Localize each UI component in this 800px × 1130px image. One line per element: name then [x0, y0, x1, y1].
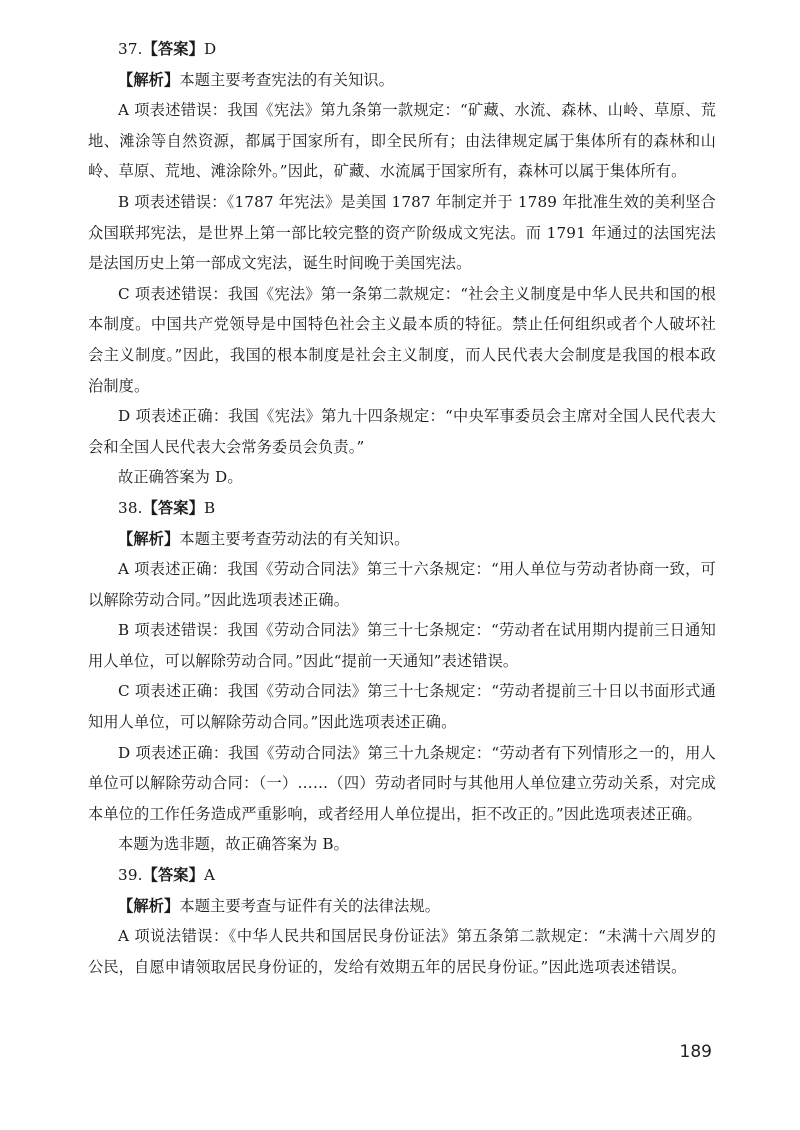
analysis-intro-text: 本题主要考查宪法的有关知识。 — [179, 70, 395, 89]
paragraph: C 项表述正确：我国《劳动合同法》第三十七条规定：“劳动者提前三十日以书面形式通知用人单位，可以解除劳动合同。”因此选项表述正确。 — [88, 682, 716, 732]
question-number: 39. — [118, 866, 143, 885]
paragraph: A 项表述正确：我国《劳动合同法》第三十六条规定：“用人单位与劳动者协商一致，可以解除劳动合同。”因此选项表述正确。 — [88, 560, 716, 609]
analysis-intro-38 — [88, 524, 716, 555]
page-number: 189 — [679, 1042, 712, 1062]
page-content — [88, 34, 716, 982]
analysis-intro-text: 本题主要考查劳动法的有关知识。 — [179, 529, 410, 548]
analysis-label: 【解析】 — [118, 896, 180, 915]
paragraph: D 项表述正确：我国《宪法》第九十四条规定：“中央军事委员会主席对全国人民代表大会和全国人民代表大会常务委员会负责。” — [88, 407, 716, 456]
question-number: 37. — [118, 40, 143, 58]
answer-value: D — [203, 40, 217, 58]
answer-label: 【答案】 — [142, 498, 204, 517]
conclusion: 故正确答案为 D。 — [118, 468, 243, 487]
analysis-intro-37 — [88, 65, 716, 96]
answer-value: A — [203, 866, 216, 885]
analysis-intro-39 — [88, 891, 716, 922]
answer-heading-39 — [88, 860, 716, 891]
paragraph: B 项表述错误：《1787 年宪法》是美国 1787 年制定并于 1789 年批准生效的美利坚合众国联邦宪法，是世界上第一部比较完整的资产阶级成文宪法。而 1791 年通过的法国宪法是法国历史上第一部成文宪法，诞生时间晚于美国宪法。 — [88, 192, 716, 273]
answer-label: 【答案】 — [142, 866, 204, 885]
analysis-label: 【解析】 — [118, 529, 180, 548]
answer-label: 【答案】 — [142, 40, 204, 58]
paragraph: C 项表述错误：我国《宪法》第一条第二款规定：“社会主义制度是中华人民共和国的根本制度。中国共产党领导是中国特色社会主义最本质的特征。禁止任何组织或者个人破坏社会主义制度。”因此，我国的根本制度是社会主义制度，而人民代表大会制度是我国的根本政治制度。 — [88, 284, 716, 395]
paragraph: D 项表述正确：我国《劳动合同法》第三十九条规定：“劳动者有下列情形之一的，用人单位可以解除劳动合同：（一）……（四）劳动者同时与其他用人单位建立劳动关系，对完成本单位的工作任务造成严重影响，或者经用人单位提出，拒不改正的。”因此选项表述正确。 — [88, 743, 716, 823]
analysis-intro-text: 本题主要考查与证件有关的法律法规。 — [179, 896, 441, 915]
paragraph: A 项说法错误：《中华人民共和国居民身份证法》第五条第二款规定：“未满十六周岁的公民，自愿申请领取居民身份证的，发给有效期五年的居民身份证。”因此选项表述错误。 — [88, 927, 716, 976]
answer-heading-37 — [88, 34, 716, 65]
paragraph: B 项表述错误：我国《劳动合同法》第三十七条规定：“劳动者在试用期内提前三日通知用人单位，可以解除劳动合同。”因此“提前一天通知”表述错误。 — [88, 621, 716, 670]
conclusion: 本题为选非题，故正确答案为 B。 — [118, 835, 350, 854]
answer-heading-38 — [88, 493, 716, 524]
question-number: 38. — [118, 498, 143, 517]
answer-value: B — [203, 498, 216, 517]
paragraph: A 项表述错误：我国《宪法》第九条第一款规定：“矿藏、水流、森林、山岭、草原、荒地、滩涂等自然资源，都属于国家所有，即全民所有；由法律规定属于集体所有的森林和山岭、草原、荒地、滩涂除外。”因此，矿藏、水流属于国家所有，森林可以属于集体所有。 — [88, 101, 716, 181]
analysis-label: 【解析】 — [118, 70, 180, 89]
